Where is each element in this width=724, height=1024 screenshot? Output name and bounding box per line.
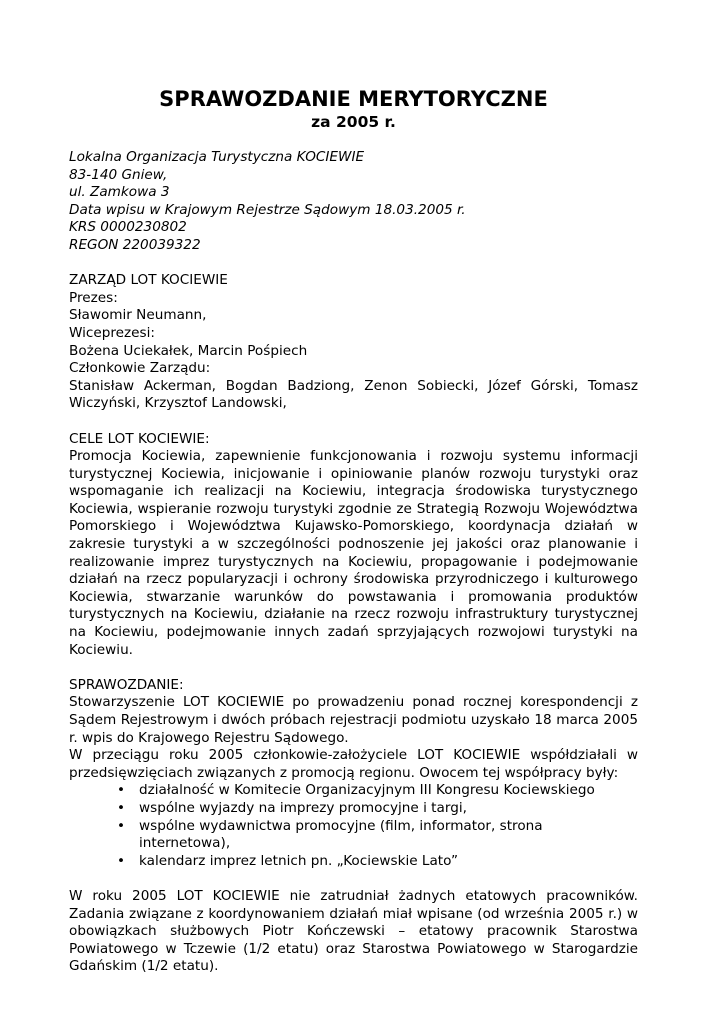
board-president-label: Prezes: [69,289,118,306]
list-item: • działalność w Komitecie Organizacyjnym III Kongresu Kociewskiego [139,782,638,800]
report-heading: SPRAWOZDANIE: [69,676,184,693]
document-title: SPRAWOZDANIE MERYTORYCZNE [159,87,548,111]
report-section [69,677,638,976]
org-postal: 83-140 Gniew, [69,166,168,183]
board-section [69,272,638,413]
document-page [69,86,638,976]
report-paragraph-1: Stowarzyszenie LOT KOCIEWIE po prowadzeniu ponad rocznej korespondencji z Sądem Rejestrowym i dwóch próbach rejestracji podmiotu uzyskało 18 marca 2005 r. wpis do Krajowego Rejestru Sądowego. [69,694,638,746]
document-subtitle: za 2005 r. [311,113,396,131]
board-members-label: Członkowie Zarządu: [69,360,211,377]
list-item: • wspólne wydawnictwa promocyjne (film, informator, strona internetowa), [139,818,638,853]
list-item: • kalendarz imprez letnich pn. „Kociewskie Lato” [139,853,638,871]
org-regon: REGON 220039322 [69,236,201,253]
org-krs: KRS 0000230802 [69,219,187,236]
board-president: Sławomir Neumann, [69,307,207,324]
board-members: Stanisław Ackerman, Bogdan Badziong, Zenon Sobiecki, Józef Górski, Tomasz Wiczyński, Krzysztof Landowski, [69,377,638,412]
board-heading: ZARZĄD LOT KOCIEWIE [69,272,228,289]
report-paragraph-2: W przeciągu roku 2005 członkowie-założyciele LOT KOCIEWIE współdziałali w przedsięwzięciach związanych z promocją regionu. Owocem tej współpracy były: [69,747,638,781]
list-item: • wspólne wyjazdy na imprezy promocyjne i targi, [139,800,638,818]
org-name: Lokalna Organizacja Turystyczna KOCIEWIE [69,149,365,165]
board-vice: Bożena Uciekałek, Marcin Pośpiech [69,342,308,359]
cooperation-list [69,782,638,870]
goals-text: Promocja Kociewia, zapewnienie funkcjonowania i rozwoju systemu informacji turystycznej Kociewia, inicjowanie i opiniowanie planów rozwoju turystyki oraz wspomaganie ich realizacji na Kociewiu, integracja środowiska turystycznego Kociewia, wspieranie rozwoju turystyki zgodnie ze Strategią Rozwoju Województwa Pomorskiego i Województwa Kujawsko-Pomorskiego, koordynacja działań w zakresie turystyki a w szczególności podnoszenie jej jakości oraz planowanie i realizowanie imprez turystycznych na Kociewiu, propagowanie i podejmowanie działań na rzecz popularyzacji i ochrony środowiska przyrodniczego i kulturowego Kociewia, stwarzanie warunków do powstawania i promowania produktów turystycznych na Kociewiu, działanie na rzecz rozwoju infrastruktury turystycznej na Kociewiu, podejmowanie innych zadań sprzyjających rozwojowi turystyki na Kociewiu. [69,448,638,658]
goals-section [69,431,638,660]
organization-block [69,149,638,255]
report-paragraph-3: W roku 2005 LOT KOCIEWIE nie zatrudniał żadnych etatowych pracowników. Zadania związane z koordynowaniem działań miał wpisane (od września 2005 r.) w obowiązkach służbowych Piotr Kończewski – etatowy pracownik Starostwa Powiatowego w Tczewie (1/2 etatu) oraz Starostwa Powiatowego w Starogardzie Gdańskim (1/2 etatu). [69,887,638,975]
board-vice-label: Wiceprezesi: [69,324,155,341]
goals-heading: CELE LOT KOCIEWIE: [69,430,210,447]
org-street: ul. Zamkowa 3 [69,184,170,201]
org-registration-date: Data wpisu w Krajowym Rejestrze Sądowym 18.03.2005 r. [69,201,466,218]
